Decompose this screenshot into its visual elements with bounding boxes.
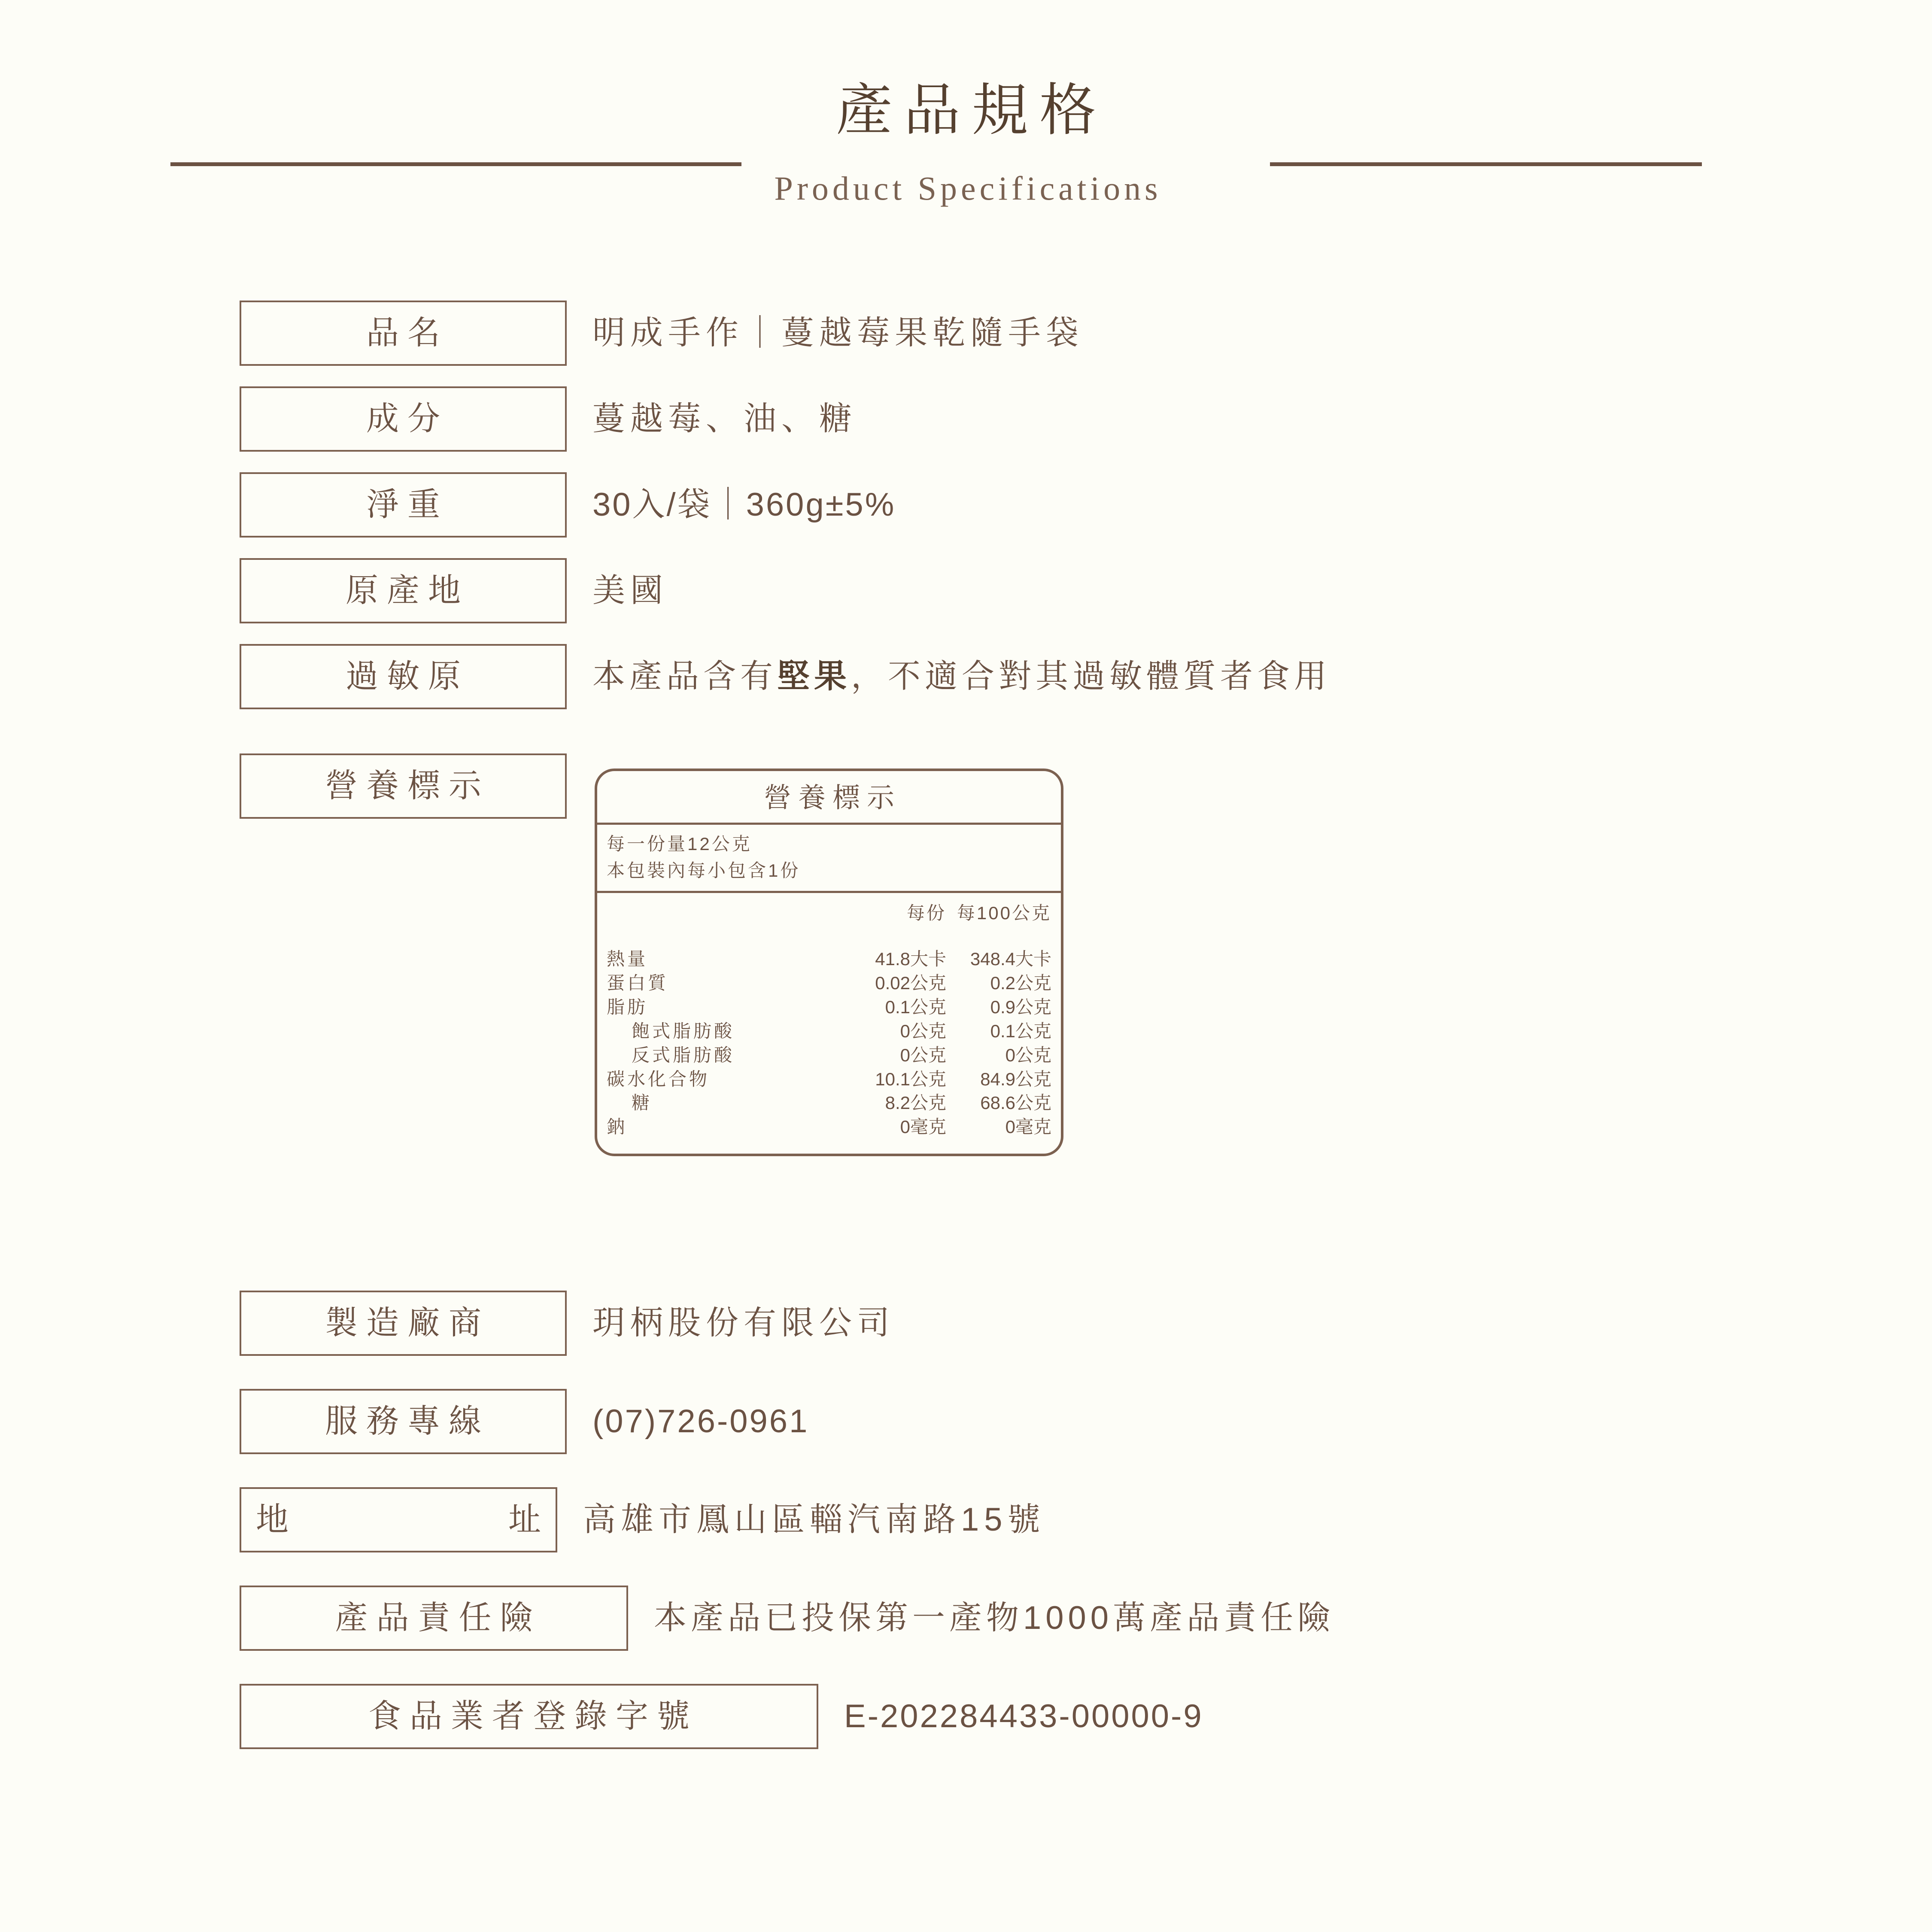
nutrition-row [607,947,1051,971]
nutrition-serving-info [597,825,1061,893]
label-liability-insurance [240,1586,628,1651]
value-ingredients: 蔓越莓、油、糖 [592,401,857,437]
spec-row-product-name [0,301,1932,366]
label-text [241,1501,556,1538]
nutrition-row-name: 反式脂肪酸 [632,1045,735,1065]
allergen-text-suffix: ，不適合對其過敏體質者食用 [851,658,1331,695]
value-service-hotline: (07)726-0961 [592,1403,809,1440]
nutrition-row-per-serving: 8.2公克 [885,1093,946,1113]
value-origin: 美國 [592,572,668,609]
nutrition-row [607,1067,1051,1091]
allergen-text-prefix: 本產品含有 [592,658,777,695]
nutrition-title: 營養標示 [597,771,1061,825]
nutrition-row-per-100g: 0.2公克 [990,973,1051,993]
nutrition-row [607,1115,1051,1139]
spec-row-origin [0,558,1932,623]
nutrition-row-per-100g: 0公克 [1005,1045,1051,1065]
nutrition-row-per-serving: 0公克 [900,1021,946,1041]
label-address-char-2: 址 [508,1501,541,1538]
spec-row-ingredients [0,386,1932,452]
nutrition-row-per-100g: 84.9公克 [980,1069,1051,1089]
nutrition-row-name: 碳水化合物 [607,1069,710,1089]
nutrition-row-per-100g: 0毫克 [1005,1117,1051,1137]
nutrition-row-name: 熱量 [607,949,648,969]
value-manufacturer: 玥柄股份有限公司 [592,1305,895,1341]
nutrition-servings-per-pack: 本包裝內每小包含1份 [607,860,801,881]
label-text: 成分 [366,401,449,437]
spec-row-manufacturer [0,1291,1932,1356]
nutrition-row-per-100g: 348.4大卡 [970,949,1051,969]
label-nutrition-facts [240,753,567,819]
spec-row-registration-number [0,1684,1932,1749]
nutrition-row [607,1091,1051,1115]
value-product-name: 明成手作｜蔓越莓果乾隨手袋 [592,315,1084,351]
nutrition-serving-size: 每一份量12公克 [607,834,752,854]
value-liability-insurance: 本產品已投保第一產物1000萬產品責任險 [654,1600,1335,1636]
nutrition-row-name: 鈉 [607,1117,628,1137]
value-net-weight: 30入/袋｜360g±5% [592,486,896,523]
nutrition-facts-box [595,769,1063,1156]
label-product-name [240,301,567,366]
spec-row-service-hotline [0,1389,1932,1454]
label-text: 食品業者登錄字號 [368,1698,698,1735]
nutrition-row-per-serving: 0.1公克 [885,997,946,1018]
value-allergen [592,644,1331,709]
nutrition-column-headers [597,893,1061,925]
label-ingredients [240,386,567,452]
allergen-text-highlight: 堅果 [777,658,851,695]
nutrition-rows [597,925,1061,1154]
nutrition-row [607,995,1051,1019]
label-text: 原產地 [346,572,469,609]
spec-row-allergen [0,644,1932,709]
nutrition-row [607,971,1051,995]
nutrition-row-per-serving: 0公克 [900,1045,946,1065]
header-rule-right [1270,162,1702,166]
nutrition-row-per-serving: 0毫克 [900,1117,946,1137]
nutrition-row-per-100g: 0.9公克 [990,997,1051,1018]
label-text: 產品責任險 [335,1600,541,1636]
nutrition-header-per-serving: 每份 [906,903,946,923]
label-address-char-1: 地 [256,1501,289,1538]
label-text: 品名 [366,315,449,351]
label-text: 服務專線 [325,1403,490,1440]
spec-row-net-weight [0,472,1932,538]
label-text: 淨重 [366,486,449,523]
nutrition-row-name: 糖 [632,1093,653,1113]
nutrition-row-per-serving: 41.8大卡 [875,949,946,969]
label-text: 過敏原 [346,658,469,695]
label-text: 製造廠商 [325,1305,490,1341]
nutrition-row-per-serving: 10.1公克 [875,1069,946,1089]
label-service-hotline [240,1389,567,1454]
nutrition-row-per-100g: 0.1公克 [990,1021,1051,1041]
label-registration-number [240,1684,818,1749]
label-manufacturer [240,1291,567,1356]
value-address: 高雄市鳳山區輜汽南路15號 [583,1501,1045,1538]
spec-row-liability-insurance [0,1586,1932,1651]
label-origin [240,558,567,623]
nutrition-facts-panel [595,769,1063,1156]
nutrition-row [607,1019,1051,1043]
page-header [0,0,1932,240]
nutrition-row-name: 飽式脂肪酸 [632,1021,735,1041]
value-registration-number: E-202284433-00000-9 [844,1698,1203,1735]
spec-row-address [0,1487,1932,1552]
label-address [240,1487,557,1552]
nutrition-header-per-100g: 每100公克 [957,903,1051,923]
label-text: 營養標示 [325,768,490,804]
page-title: 產品規格 [836,79,1107,142]
label-net-weight [240,472,567,538]
label-allergen [240,644,567,709]
page-subtitle: Product Specifications [774,170,1162,207]
nutrition-row-per-100g: 68.6公克 [980,1093,1051,1113]
nutrition-row-per-serving: 0.02公克 [875,973,946,993]
nutrition-row [607,1043,1051,1067]
nutrition-header-name [607,899,845,925]
nutrition-row-name: 蛋白質 [607,973,669,993]
nutrition-row-name: 脂肪 [607,997,648,1018]
header-rule-left [170,162,741,166]
